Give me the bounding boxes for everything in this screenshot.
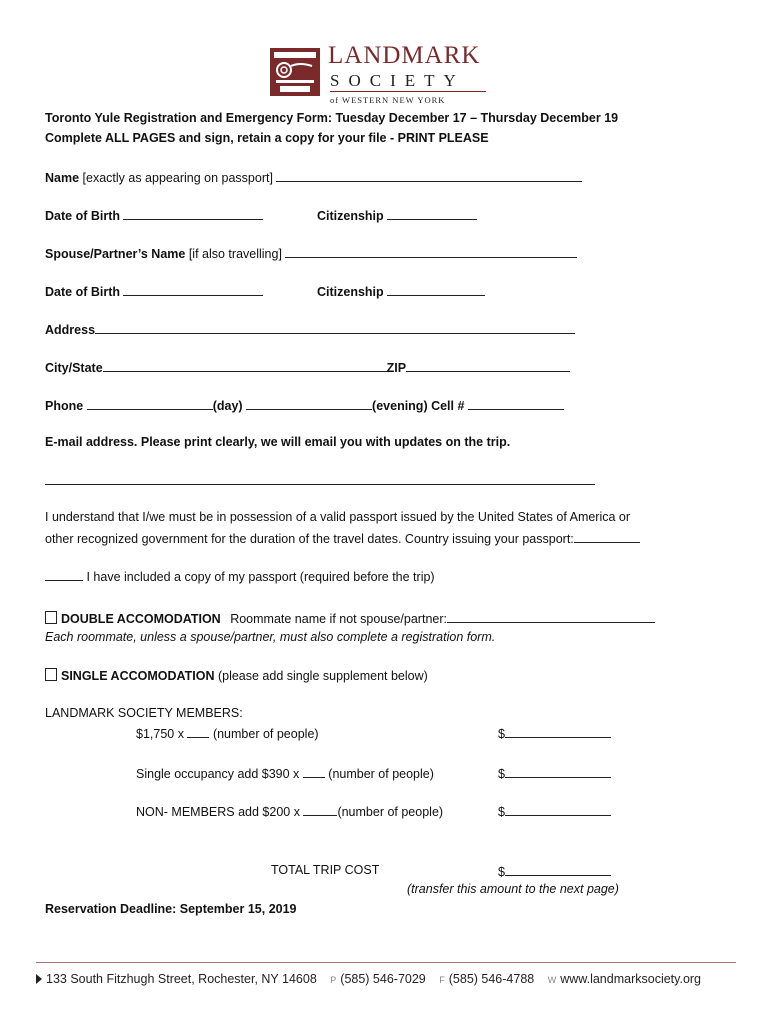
dob-label: Date of Birth (45, 209, 120, 223)
passport-copy-field[interactable] (45, 568, 83, 581)
citizenship-row-2 (317, 283, 485, 299)
price-row-2-amount (498, 765, 611, 781)
spouse-name-field[interactable] (285, 245, 577, 258)
evening-phone-field[interactable] (246, 397, 372, 410)
spouse-citizenship-field[interactable] (387, 283, 485, 296)
spouse-row (45, 245, 577, 261)
roommate-name-field[interactable] (447, 610, 655, 623)
price-row-2 (136, 765, 434, 781)
price-row-3-qty-field[interactable] (303, 803, 337, 816)
dob-row-1 (45, 207, 263, 223)
email-label: E-mail address. Please print clearly, we will email you with updates on the trip. (45, 435, 511, 449)
landmark-society-logo (268, 44, 490, 108)
passport-line-2 (45, 530, 640, 546)
column-capital-icon (268, 44, 322, 100)
footer-fax: (585) 546-4788 (448, 972, 535, 986)
price-row-2-dollar: $ (498, 767, 505, 781)
logo-wordmark-landmark: LANDMARK (328, 42, 481, 69)
name-field[interactable] (276, 169, 582, 182)
footer-rule (36, 962, 736, 963)
price-row-2-qty-field[interactable] (303, 765, 325, 778)
price-row-3-amount-field[interactable] (505, 803, 611, 816)
single-accommodation-note: (please add single supplement below) (217, 669, 428, 683)
footer-address: 133 South Fitzhugh Street, Rochester, NY 14608 (46, 972, 317, 986)
phone-row (45, 397, 564, 413)
price-row-3-dollar: $ (498, 805, 505, 819)
phone-label: Phone (45, 399, 84, 413)
name-note: [exactly as appearing on passport] (82, 171, 273, 185)
roommate-label: Roommate name if not spouse/partner: (230, 612, 447, 626)
double-accommodation-note: Each roommate, unless a spouse/partner, must also complete a registration form. (45, 630, 496, 644)
footer (36, 972, 701, 986)
name-label: Name (45, 171, 80, 185)
price-row-3-amount (498, 803, 611, 819)
total-trip-cost-label: TOTAL TRIP COST (271, 863, 380, 877)
logo-wordmark-society: SOCIETY (330, 71, 465, 90)
form-subtitle: Complete ALL PAGES and sign, retain a copy for your file - PRINT PLEASE (45, 131, 489, 145)
address-field[interactable] (95, 321, 575, 334)
single-accommodation-row (45, 668, 428, 683)
address-label: Address (45, 323, 96, 337)
footer-phone-label: P (330, 975, 337, 985)
city-zip-row (45, 359, 570, 375)
dob-field[interactable] (123, 207, 263, 220)
price-row-2-suffix: (number of people) (328, 767, 434, 781)
zip-label: ZIP (386, 361, 407, 375)
passport-text-2: other recognized government for the duration of the travel dates. Country issuing your passport: (45, 532, 574, 546)
footer-web-label: W (547, 975, 557, 985)
footer-web[interactable]: www.landmarksociety.org (560, 972, 702, 986)
single-accommodation-checkbox[interactable] (45, 668, 57, 681)
logo-rule (330, 91, 486, 92)
price-row-2-amount-field[interactable] (505, 765, 611, 778)
price-row-3 (136, 803, 443, 819)
spouse-dob-label: Date of Birth (45, 285, 120, 299)
price-row-3-suffix: (number of people) (337, 805, 444, 819)
logo-wordmark-region: of WESTERN NEW YORK (330, 95, 446, 105)
members-heading: LANDMARK SOCIETY MEMBERS: (45, 706, 243, 720)
passport-copy-row (45, 568, 435, 584)
arrow-right-icon (36, 974, 42, 984)
price-row-1-dollar: $ (498, 727, 505, 741)
passport-text-1: I understand that I/we must be in possession of a valid passport issued by the United States of America or (45, 510, 631, 524)
passport-copy-text: I have included a copy of my passport (required before the trip) (86, 570, 435, 584)
spouse-dob-field[interactable] (123, 283, 263, 296)
price-row-2-label: Single occupancy add $390 x (136, 767, 300, 781)
price-row-1-amount-field[interactable] (505, 725, 611, 738)
total-trip-cost-field[interactable] (505, 863, 611, 876)
total-trip-cost-amount (498, 863, 611, 879)
day-label: (day) (212, 399, 243, 413)
day-phone-field[interactable] (87, 397, 213, 410)
city-field[interactable] (103, 359, 387, 372)
transfer-note: (transfer this amount to the next page) (407, 882, 619, 896)
single-accommodation-label: SINGLE ACCOMODATION (61, 669, 215, 683)
name-row (45, 169, 582, 185)
double-accommodation-row (45, 610, 655, 626)
dob-row-2 (45, 283, 263, 299)
spouse-label: Spouse/Partner’s Name (45, 247, 186, 261)
double-accommodation-label: DOUBLE ACCOMODATION (61, 612, 221, 626)
cell-phone-field[interactable] (468, 397, 564, 410)
city-label: City/State (45, 361, 103, 375)
passport-country-field[interactable] (574, 530, 640, 543)
price-row-3-label: NON- MEMBERS add $200 x (136, 805, 300, 819)
total-dollar: $ (498, 865, 505, 879)
footer-phone: (585) 546-7029 (340, 972, 426, 986)
citizenship-label: Citizenship (317, 209, 384, 223)
form-title: Toronto Yule Registration and Emergency Form: Tuesday December 17 – Thursday December 19 (45, 111, 619, 125)
citizenship-field[interactable] (387, 207, 477, 220)
zip-field[interactable] (406, 359, 570, 372)
evening-cell-label: (evening) Cell # (372, 399, 465, 413)
price-row-1-label: $1,750 x (136, 727, 184, 741)
address-row (45, 321, 575, 337)
spouse-citizenship-label: Citizenship (317, 285, 384, 299)
price-row-1-qty-field[interactable] (187, 725, 209, 738)
citizenship-row-1 (317, 207, 477, 223)
email-field[interactable] (45, 472, 595, 485)
double-accommodation-checkbox[interactable] (45, 611, 57, 624)
reservation-deadline: Reservation Deadline: September 15, 2019 (45, 902, 297, 916)
price-row-1 (136, 725, 319, 741)
price-row-1-suffix: (number of people) (212, 727, 319, 741)
price-row-1-amount (498, 725, 611, 741)
footer-fax-label: F (439, 975, 445, 985)
spouse-note: [if also travelling] (188, 247, 282, 261)
